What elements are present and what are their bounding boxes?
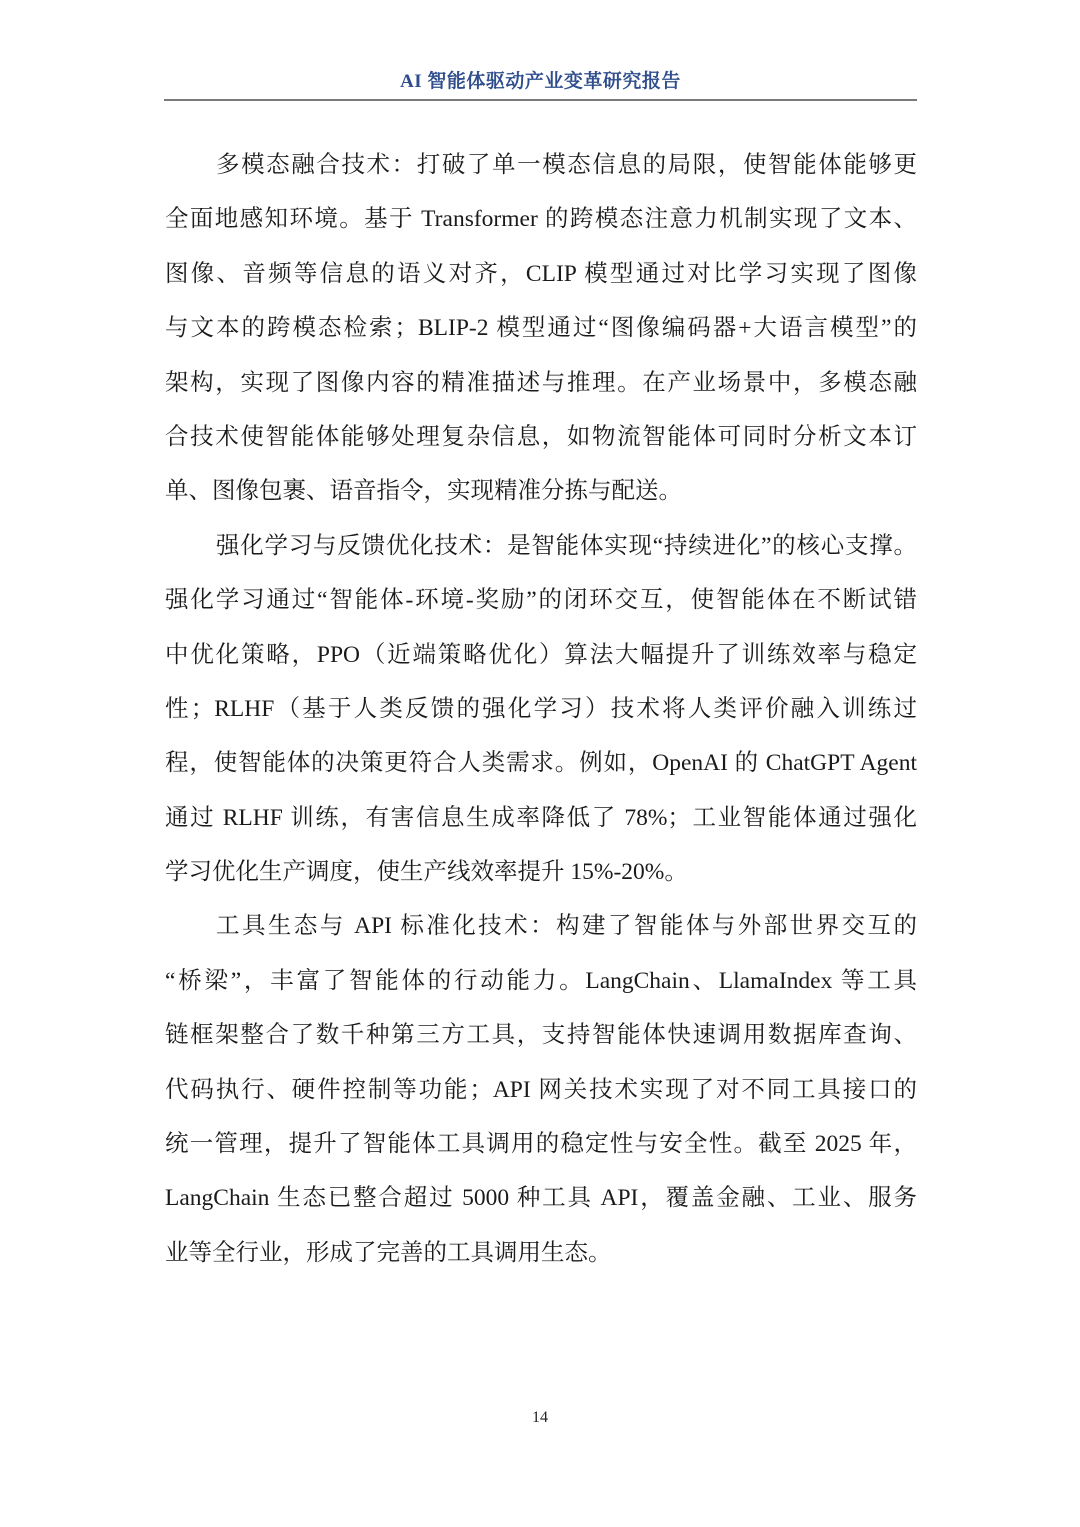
paragraph-reinforcement-learning [165,519,917,900]
text-line: 通过 RLHF 训练，有害信息生成率降低了 78%；工业智能体通过强化 [165,804,917,831]
text-line: 与文本的跨模态检索；BLIP-2 模型通过“图像编码器+大语言模型”的 [165,315,917,342]
text-line: 强化学习通过“智能体-环境-奖励”的闭环交互，使智能体在不断试错 [165,587,917,614]
running-header [164,64,917,100]
text-line: 合技术使智能体能够处理复杂信息，如物流智能体可同时分析文本订 [165,423,917,450]
text-line: 学习优化生产调度，使生产线效率提升 15%-20%。 [165,859,688,886]
text-line: 统一管理，提升了智能体工具调用的稳定性与安全性。截至 2025 年， [165,1131,917,1158]
text-line: 多模态融合技术：打破了单一模态信息的局限，使智能体能够更 [216,152,917,178]
document-body [165,138,917,1280]
text-line: 链框架整合了数千种第三方工具，支持智能体快速调用数据库查询、 [165,1022,917,1049]
text-line: 强化学习与反馈优化技术：是智能体实现“持续进化”的核心支撑。 [216,532,917,559]
text-line: 单、图像包裹、语音指令，实现精准分拣与配送。 [165,478,682,505]
text-line: 性；RLHF（基于人类反馈的强化学习）技术将人类评价融入训练过 [165,695,917,722]
text-line: 架构，实现了图像内容的精准描述与推理。在产业场景中，多模态融 [165,369,917,396]
report-title: AI 智能体驱动产业变革研究报告 [400,71,681,92]
page-number: 14 [532,1409,548,1426]
paragraph-multimodal-fusion [165,138,917,519]
text-line: 全面地感知环境。基于 Transformer 的跨模态注意力机制实现了文本、 [165,206,917,233]
text-line: 程，使智能体的决策更符合人类需求。例如，OpenAI 的 ChatGPT Agent [165,750,917,777]
text-line: 业等全行业，形成了完善的工具调用生态。 [165,1239,612,1266]
header-divider [164,99,917,101]
text-line: “桥梁”，丰富了智能体的行动能力。LangChain、LlamaIndex 等工具 [165,967,917,994]
text-line: LangChain 生态已整合超过 5000 种工具 API，覆盖金融、工业、服务 [165,1185,917,1212]
text-line: 中优化策略，PPO（近端策略优化）算法大幅提升了训练效率与稳定 [165,641,917,668]
text-line: 工具生态与 API 标准化技术：构建了智能体与外部世界交互的 [216,913,917,940]
paragraph-tool-ecosystem [165,899,917,1280]
text-line: 图像、音频等信息的语义对齐，CLIP 模型通过对比学习实现了图像 [165,260,917,287]
text-line: 代码执行、硬件控制等功能；API 网关技术实现了对不同工具接口的 [165,1076,917,1103]
